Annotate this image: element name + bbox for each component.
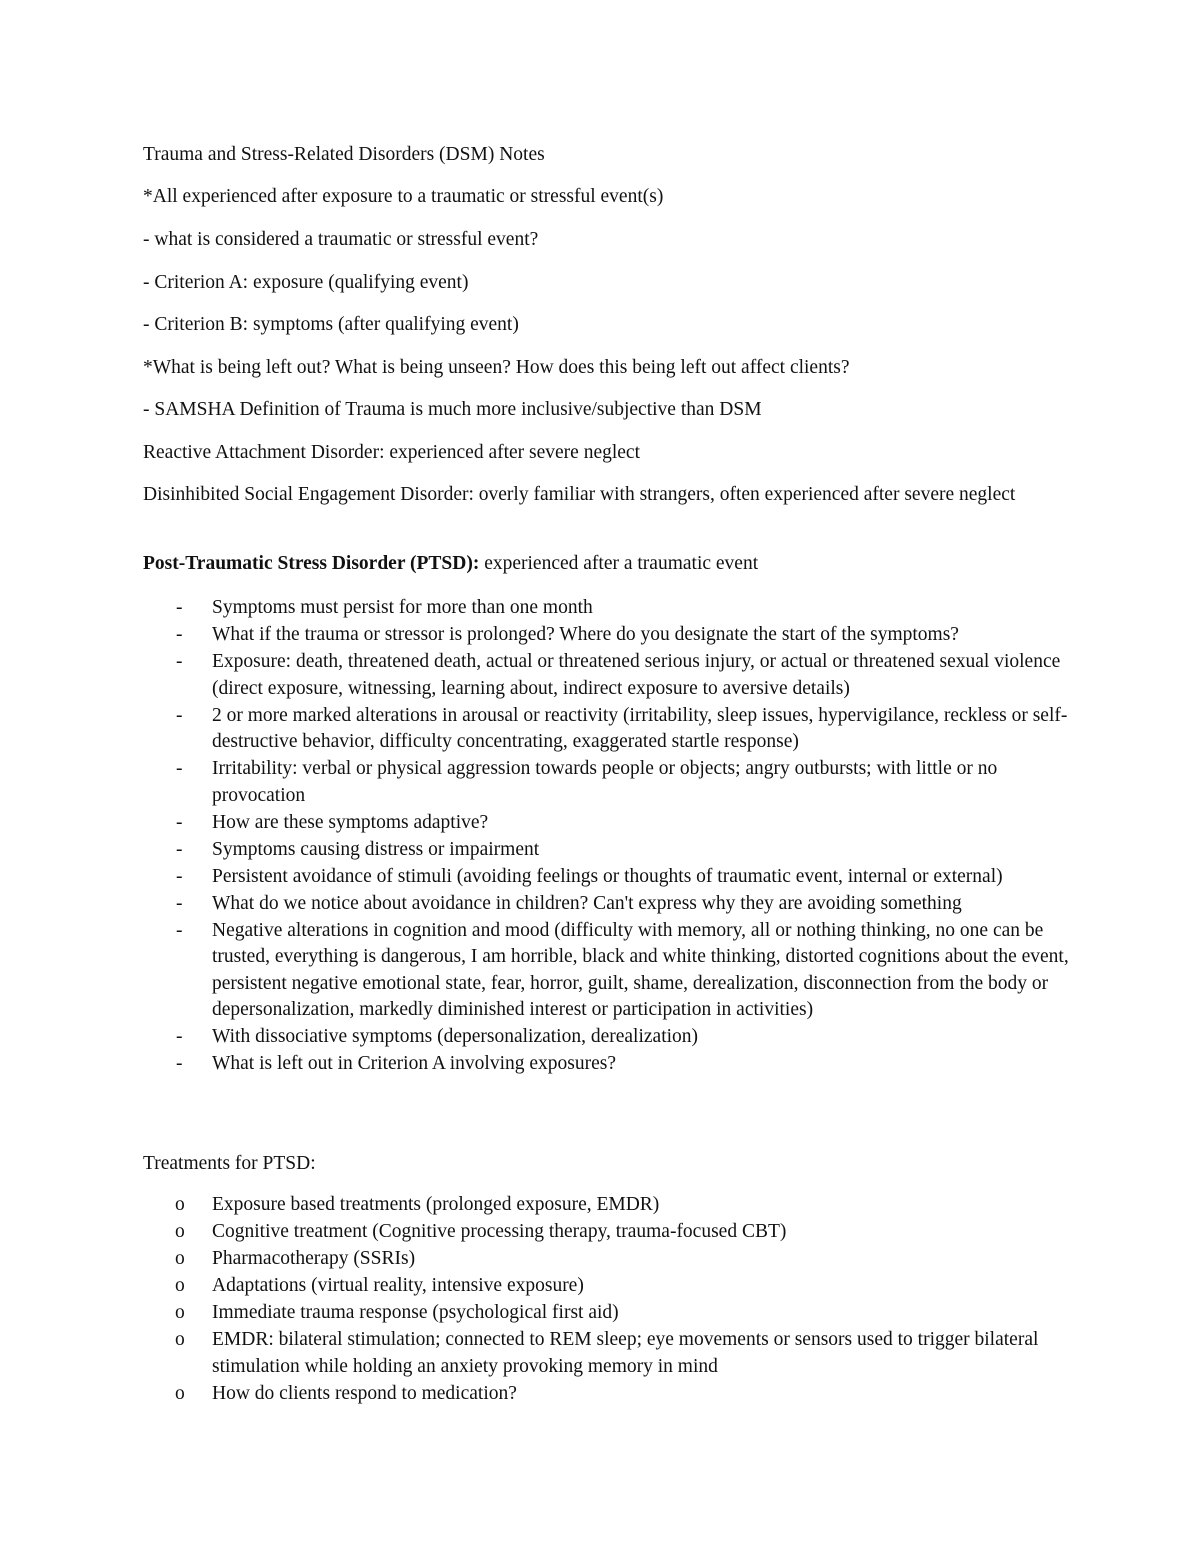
ptsd-heading — [143, 551, 1073, 578]
circle-marker: o — [175, 1329, 185, 1350]
intro-line: - Criterion B: symptoms (after qualifying event) — [143, 314, 519, 335]
dash-marker: - — [176, 624, 183, 645]
list-item: o Immediate trauma response (psychological first aid) — [143, 1300, 1073, 1327]
dash-marker: - — [176, 811, 183, 833]
ptsd-heading-rest: experienced after a traumatic event — [479, 553, 759, 574]
list-item: - Symptoms must persist for more than one month — [143, 595, 1073, 622]
intro-line: - SAMSHA Definition of Trauma is much more inclusive/subjective than DSM — [143, 399, 762, 420]
list-item: - Symptoms causing distress or impairment — [143, 837, 1073, 864]
list-item: o EMDR: bilateral stimulation; connected to REM sleep; eye movements or sensors used to trigger bilateral stimulation while holding an anxiety provoking memory in mind — [175, 1329, 1039, 1377]
circle-marker: o — [175, 1382, 185, 1404]
intro-line: Disinhibited Social Engagement Disorder: overly familiar with strangers, often experienced after severe neglect — [143, 484, 1016, 505]
list-item: o Pharmacotherapy (SSRIs) — [143, 1246, 1073, 1273]
dash-marker: - — [176, 838, 183, 860]
list-item: - Irritability: verbal or physical aggression towards people or objects; angry outbursts; with little or no provocation — [176, 758, 998, 806]
circle-marker: o — [175, 1194, 185, 1215]
list-item: - Exposure: death, threatened death, actual or threatened serious injury, or actual or threatened sexual violence (direct exposure, witnessing, learning about, indirect exposure to aversive details) — [176, 651, 1061, 699]
circle-marker: o — [175, 1302, 185, 1323]
list-item: - What do we notice about avoidance in children? Can't express why they are avoiding something — [143, 891, 1073, 918]
circle-marker: o — [175, 1275, 185, 1296]
circle-marker: o — [175, 1248, 185, 1269]
dash-marker: - — [176, 651, 183, 672]
list-item: - How are these symptoms adaptive? — [143, 810, 1073, 837]
list-item: - Persistent avoidance of stimuli (avoiding feelings or thoughts of traumatic event, internal or external) — [143, 864, 1073, 891]
dash-marker: - — [176, 597, 183, 618]
list-item: o Exposure based treatments (prolonged exposure, EMDR) — [143, 1192, 1073, 1219]
list-item: o How do clients respond to medication? — [143, 1381, 1073, 1408]
list-item: o Adaptations (virtual reality, intensive exposure) — [143, 1273, 1073, 1300]
dash-marker: - — [176, 919, 183, 941]
ptsd-points-list — [143, 595, 1073, 1078]
intro-line: - what is considered a traumatic or stressful event? — [143, 229, 539, 250]
treatments-heading: Treatments for PTSD: — [143, 1153, 316, 1174]
dash-marker: - — [176, 1026, 183, 1047]
dash-marker: - — [176, 758, 183, 779]
dash-marker: - — [176, 865, 183, 887]
list-item: o Cognitive treatment (Cognitive processing therapy, trauma-focused CBT) — [143, 1219, 1073, 1246]
circle-marker: o — [175, 1221, 185, 1242]
intro-line: *What is being left out? What is being unseen? How does this being left out affect clients? — [143, 357, 850, 378]
list-item: - 2 or more marked alterations in arousal or reactivity (irritability, sleep issues, hypervigilance, reckless or self-destructive behavior, difficulty concentrating, exaggerated startle response) — [176, 704, 1068, 752]
dash-marker: - — [176, 1053, 183, 1074]
document-title: Trauma and Stress-Related Disorders (DSM) Notes — [143, 144, 545, 165]
ptsd-heading-bold: Post-Traumatic Stress Disorder (PTSD): — [143, 553, 480, 574]
list-item: - With dissociative symptoms (depersonalization, derealization) — [143, 1024, 1073, 1051]
intro-line: *All experienced after exposure to a traumatic or stressful event(s) — [143, 186, 664, 207]
intro-line: Reactive Attachment Disorder: experienced after severe neglect — [143, 442, 641, 463]
list-item: - Negative alterations in cognition and mood (difficulty with memory, all or nothing thinking, no one can be trusted, everything is dangerous, I am horrible, black and white thinking, distorted cognitions about the event, persistent negative emotional state, fear, horror, guilt, shame, derealization, disconnection from the body or depersonalization, markedly diminished interest or participation in activities) — [176, 919, 1069, 1020]
intro-line: - Criterion A: exposure (qualifying event) — [143, 272, 469, 293]
dash-marker: - — [176, 892, 183, 914]
list-item: - What is left out in Criterion A involving exposures? — [143, 1051, 1073, 1078]
list-item: - What if the trauma or stressor is prolonged? Where do you designate the start of the symptoms? — [143, 622, 1073, 649]
dash-marker: - — [176, 704, 183, 726]
treatments-list — [143, 1192, 1073, 1408]
